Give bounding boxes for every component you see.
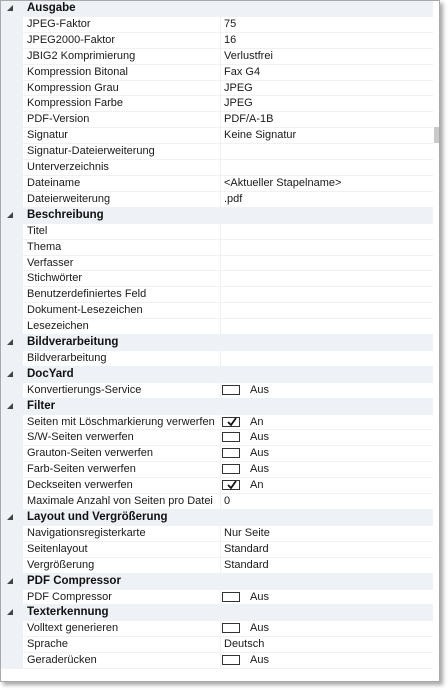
property-name: Bildverarbeitung: [27, 351, 107, 364]
row-gutter: [1, 240, 23, 255]
row-gutter: [1, 65, 23, 80]
row-gutter: [1, 160, 23, 175]
column-divider[interactable]: [220, 160, 221, 175]
property-name: Konvertierungs-Service: [27, 383, 142, 396]
row-gutter: [1, 49, 23, 64]
row-gutter: [1, 17, 23, 32]
property-name: Navigationsregisterkarte: [27, 526, 146, 539]
property-row-kompression-farbe[interactable]: [1, 96, 439, 112]
property-row-stichwoerter[interactable]: [1, 271, 439, 287]
collapse-triangle-icon[interactable]: [5, 513, 14, 522]
property-name: Titel: [27, 224, 48, 237]
collapse-triangle-icon[interactable]: [5, 370, 14, 379]
property-name: S/W-Seiten verwerfen: [27, 431, 134, 444]
property-name: Unterverzeichnis: [27, 161, 109, 174]
category-filter[interactable]: [1, 399, 439, 415]
scrollbar-thumb[interactable]: [434, 127, 439, 143]
column-divider[interactable]: [220, 319, 221, 334]
checkmark-icon: [227, 417, 237, 427]
column-divider[interactable]: [220, 462, 221, 477]
property-row-dateierweiterung[interactable]: [1, 192, 439, 208]
property-value[interactable]: Standard: [224, 558, 269, 571]
property-value[interactable]: Keine Signatur: [224, 129, 297, 142]
column-divider[interactable]: [220, 558, 221, 573]
column-divider[interactable]: [220, 590, 221, 605]
checkbox-state-label: Aus: [250, 654, 269, 667]
property-row-benutzerdefiniertes-feld[interactable]: [1, 287, 439, 303]
row-gutter: [1, 621, 23, 636]
property-value[interactable]: <Aktueller Stapelname>: [224, 176, 342, 189]
property-row-seitenlayout[interactable]: [1, 542, 439, 558]
property-name: JBIG2 Komprimierung: [27, 49, 136, 62]
property-name: Kompression Grau: [27, 81, 119, 94]
column-divider[interactable]: [220, 112, 221, 127]
property-row-titel[interactable]: [1, 224, 439, 240]
checkbox-state-label: Aus: [250, 463, 269, 476]
property-name: Thema: [27, 240, 62, 253]
category-label: Layout und Vergrößerung: [27, 511, 168, 523]
row-gutter: [1, 303, 23, 318]
property-row-farb-seiten-verwerfen[interactable]: [1, 462, 439, 478]
property-row-verfasser[interactable]: [1, 256, 439, 272]
property-row-kompression-grau[interactable]: [1, 81, 439, 97]
property-row-vergroesserung[interactable]: [1, 558, 439, 574]
property-row-grauton-seiten-verwerfen[interactable]: [1, 446, 439, 462]
checkbox-state-label: An: [250, 415, 264, 428]
row-gutter: [1, 478, 23, 493]
property-row-thema[interactable]: [1, 240, 439, 256]
property-value[interactable]: PDF/A-1B: [224, 113, 274, 126]
collapse-triangle-icon[interactable]: [5, 608, 14, 617]
property-row-pdf-version[interactable]: [1, 112, 439, 128]
checkbox-state-label: Aus: [250, 431, 269, 444]
column-divider[interactable]: [220, 621, 221, 636]
column-divider[interactable]: [220, 478, 221, 493]
checkbox-state-label: Aus: [250, 590, 269, 603]
category-label: Bildverarbeitung: [27, 336, 119, 349]
property-checkbox[interactable]: [222, 623, 240, 633]
property-name: Farb-Seiten verwerfen: [27, 463, 136, 476]
column-divider[interactable]: [220, 383, 221, 398]
column-divider[interactable]: [220, 17, 221, 32]
property-checkbox[interactable]: [222, 464, 240, 474]
column-divider[interactable]: [220, 224, 221, 239]
property-name: Seitenlayout: [27, 542, 88, 555]
column-divider[interactable]: [220, 271, 221, 286]
category-label: Texterkennung: [27, 606, 109, 619]
property-name: Verfasser: [27, 256, 74, 269]
row-gutter: [1, 112, 23, 127]
property-row-signatur-dateierweiterung[interactable]: [1, 144, 439, 160]
category-label: PDF Compressor: [27, 574, 121, 587]
property-row-unterverzeichnis[interactable]: [1, 160, 439, 176]
column-divider[interactable]: [220, 637, 221, 652]
row-gutter: [1, 653, 23, 668]
property-name: Vergrößerung: [27, 558, 95, 571]
column-divider[interactable]: [220, 415, 221, 430]
property-name: Signatur: [27, 129, 68, 142]
property-name: Dateiname: [27, 176, 81, 189]
category-label: Beschreibung: [27, 208, 104, 221]
row-gutter: [1, 224, 23, 239]
row-gutter: [1, 430, 23, 445]
row-gutter: [1, 256, 23, 271]
property-name: Maximale Anzahl von Seiten pro Datei: [27, 495, 213, 508]
column-divider[interactable]: [220, 526, 221, 541]
property-name: JPEG-Faktor: [27, 17, 91, 30]
column-divider[interactable]: [220, 65, 221, 80]
property-value[interactable]: 75: [224, 17, 237, 30]
property-row-seiten-mit-loeschmarkierung-verwerfen[interactable]: [1, 415, 439, 431]
row-gutter: [1, 287, 23, 302]
collapse-triangle-icon[interactable]: [5, 577, 14, 586]
property-row-signatur[interactable]: [1, 128, 439, 144]
checkbox-state-label: Aus: [250, 447, 269, 460]
row-gutter: [1, 33, 23, 48]
property-value[interactable]: JPEG: [224, 97, 253, 110]
column-divider[interactable]: [220, 653, 221, 668]
column-divider[interactable]: [220, 96, 221, 111]
property-checkbox[interactable]: [222, 448, 240, 458]
row-gutter: [1, 462, 23, 477]
property-row-geraderuecken[interactable]: [1, 653, 439, 669]
property-value[interactable]: Verlustfrei: [224, 49, 273, 62]
column-divider[interactable]: [220, 430, 221, 445]
property-value[interactable]: 16: [224, 33, 237, 46]
property-name: Dateierweiterung: [27, 192, 111, 205]
property-row-navigationsregisterkarte[interactable]: [1, 526, 439, 542]
row-gutter: [1, 526, 23, 541]
property-name: Dokument-Lesezeichen: [27, 304, 143, 317]
property-checkbox[interactable]: [222, 385, 240, 395]
property-row-lesezeichen[interactable]: [1, 319, 439, 335]
row-gutter: [1, 81, 23, 96]
property-value[interactable]: JPEG: [224, 81, 253, 94]
collapse-triangle-icon[interactable]: [5, 402, 14, 411]
category-ausgabe[interactable]: [1, 1, 439, 17]
property-row-s-w-seiten-verwerfen[interactable]: [1, 430, 439, 446]
column-divider[interactable]: [220, 446, 221, 461]
property-row-kompression-bitonal[interactable]: [1, 65, 439, 81]
property-name: Grauton-Seiten verwerfen: [27, 447, 153, 460]
category-label: DocYard: [27, 367, 74, 380]
collapse-triangle-icon[interactable]: [5, 4, 14, 13]
property-row-pdf-compressor[interactable]: [1, 590, 439, 606]
row-gutter: [1, 637, 23, 652]
property-row-bildverarbeitung[interactable]: [1, 351, 439, 367]
row-gutter: [1, 192, 23, 207]
property-value[interactable]: 0: [224, 495, 231, 508]
row-gutter: [1, 351, 23, 366]
property-name: JPEG2000-Faktor: [27, 33, 116, 46]
property-row-dateiname[interactable]: [1, 176, 439, 192]
property-row-jpeg-faktor[interactable]: [1, 17, 439, 33]
checkbox-state-label: An: [250, 479, 264, 492]
property-row-dokument-lesezeichen[interactable]: [1, 303, 439, 319]
row-gutter: [1, 319, 23, 334]
property-name: Sprache: [27, 638, 68, 651]
property-row-deckseiten-verwerfen[interactable]: [1, 478, 439, 494]
row-gutter: [1, 271, 23, 286]
column-divider[interactable]: [220, 192, 221, 207]
row-gutter: [1, 558, 23, 573]
column-divider[interactable]: [220, 256, 221, 271]
property-grid: [1, 1, 439, 669]
row-gutter: [1, 590, 23, 605]
category-label: Ausgabe: [27, 2, 76, 14]
column-divider[interactable]: [220, 351, 221, 366]
column-divider[interactable]: [220, 303, 221, 318]
category-pdf-compressor[interactable]: [1, 574, 439, 590]
property-row-jpeg2000-faktor[interactable]: [1, 33, 439, 49]
row-gutter: [1, 383, 23, 398]
collapse-triangle-icon[interactable]: [5, 211, 14, 220]
property-name: Volltext generieren: [27, 622, 119, 635]
property-row-volltext-generieren[interactable]: [1, 621, 439, 637]
property-value[interactable]: Fax G4: [224, 65, 261, 78]
property-name: Kompression Bitonal: [27, 65, 128, 78]
property-name: Geraderücken: [27, 654, 97, 667]
property-value[interactable]: Deutsch: [224, 638, 265, 651]
row-gutter: [1, 144, 23, 159]
column-divider[interactable]: [220, 240, 221, 255]
column-divider[interactable]: [220, 144, 221, 159]
category-label: Filter: [27, 399, 56, 412]
row-gutter: [1, 176, 23, 191]
property-checkbox[interactable]: [222, 432, 240, 442]
property-row-maximale-anzahl-von-seiten-pro-datei[interactable]: [1, 494, 439, 510]
property-name: Deckseiten verwerfen: [27, 479, 133, 492]
category-layout-und-vergroesserung[interactable]: [1, 510, 439, 526]
property-checkbox[interactable]: [222, 655, 240, 665]
property-name: Signatur-Dateierweiterung: [27, 145, 155, 158]
property-value[interactable]: Standard: [224, 542, 269, 555]
category-bildverarbeitung[interactable]: [1, 335, 439, 351]
category-beschreibung[interactable]: [1, 208, 439, 224]
column-divider[interactable]: [220, 542, 221, 557]
property-checkbox[interactable]: [222, 592, 240, 602]
property-row-jbig2-komprimierung[interactable]: [1, 49, 439, 65]
column-divider[interactable]: [220, 287, 221, 302]
category-texterkennung[interactable]: [1, 605, 439, 621]
property-checkbox[interactable]: [222, 480, 240, 490]
property-value[interactable]: .pdf: [224, 192, 243, 205]
checkmark-icon: [227, 480, 237, 490]
column-divider[interactable]: [220, 176, 221, 191]
property-name: Lesezeichen: [27, 320, 89, 333]
column-divider[interactable]: [220, 128, 221, 143]
property-row-sprache[interactable]: [1, 637, 439, 653]
category-docyard[interactable]: [1, 367, 439, 383]
property-name: PDF-Version: [27, 113, 90, 126]
property-name: Kompression Farbe: [27, 97, 123, 110]
property-checkbox[interactable]: [222, 417, 240, 427]
row-gutter: [1, 446, 23, 461]
property-row-konvertierungs-service[interactable]: [1, 383, 439, 399]
checkbox-state-label: Aus: [250, 383, 269, 396]
row-gutter: [1, 542, 23, 557]
property-name: Benutzerdefiniertes Feld: [27, 288, 147, 301]
row-gutter: [1, 415, 23, 430]
property-value[interactable]: Nur Seite: [224, 526, 270, 539]
row-gutter: [1, 128, 23, 143]
column-divider[interactable]: [220, 494, 221, 509]
property-name: Stichwörter: [27, 272, 83, 285]
property-name: PDF Compressor: [27, 590, 112, 603]
vertical-scrollbar[interactable]: [433, 1, 439, 681]
collapse-triangle-icon[interactable]: [5, 338, 14, 347]
column-divider[interactable]: [220, 81, 221, 96]
column-divider[interactable]: [220, 33, 221, 48]
row-gutter: [1, 494, 23, 509]
row-gutter: [1, 96, 23, 111]
checkbox-state-label: Aus: [250, 622, 269, 635]
property-name: Seiten mit Löschmarkierung verwerfen: [27, 415, 215, 428]
column-divider[interactable]: [220, 49, 221, 64]
